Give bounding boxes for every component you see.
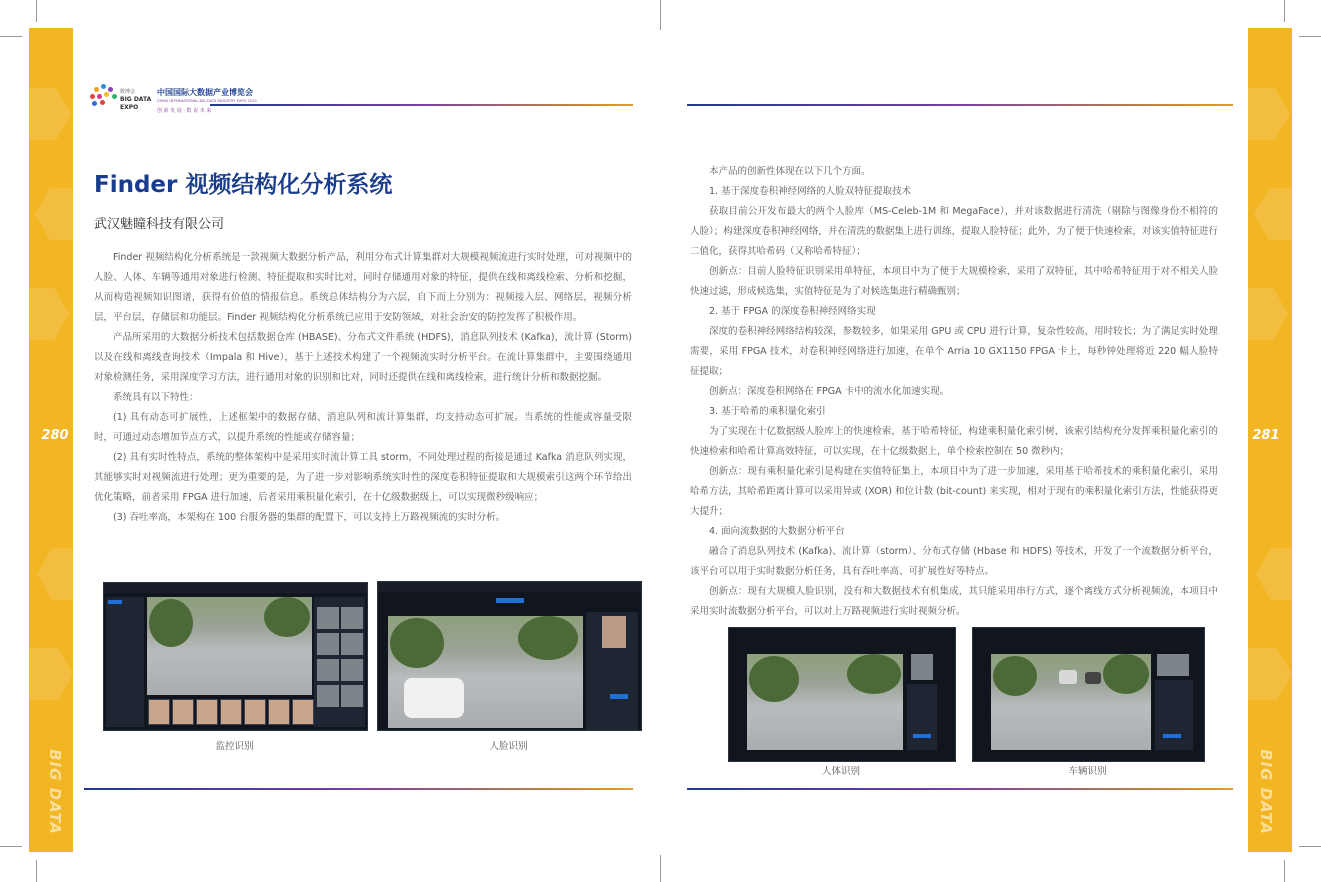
logo-slogan: 创 新 发 展 · 数 说 未 来 [157, 108, 212, 114]
paragraph: 创新点：目前人脸特征识别采用单特征，本项目中为了便于大规模检索，采用了双特征，其中哈希特征用于对不相关人脸快速过滤，形成候选集，实值特征是为了对候选集进行精确甄别； [690, 266, 1218, 297]
paragraph: Finder 视频结构化分析系统是一款视频大数据分析产品，利用分布式计算集群对大规模视频流进行实时处理，可对视频中的人脸、人体、车辆等通用对象进行检测、特征提取和实时比对，同时存储通用对象的特征，提供在线和离线检索、分析和挖掘，从而构造视频知识图谱，获得有价值的情报信息。系统总体结构分为六层，自下而上分别为：视频接入层、网络层，视频分析层，平台层，存储层和功能层。Finder 视频结构化分析系统已应用于安防领域，对社会治安的防控发挥了积极作用。 [94, 252, 632, 323]
logo-small-cn: 数博会 [120, 89, 136, 95]
logo-title-en: CHINA INTERNATIONAL BIG DATA INDUSTRY EXPO 2019 [157, 99, 257, 103]
paragraph: 深度的卷积神经网络结构较深，参数较多，如果采用 GPU 或 CPU 进行计算，复杂性较高，用时较长；为了满足实时处理需要，采用 FPGA 技术，对卷积神经网络进行加速，在单个 Arria 10 GX1150 FPGA 卡上，每秒钟处理将近 220 幅人脸特征提取； [690, 326, 1218, 377]
crop-mark [660, 855, 661, 882]
crop-mark [0, 846, 22, 847]
paragraph: 创新点：现有乘积量化索引是构建在实值特征集上，本项目中为了进一步加速，采用基于哈希技术的乘积量化索引，采用哈希方法，其哈希距离计算可以采用异或 (XOR) 和位计数 (bit-count) 来实现，相对于现有的乘积量化索引方法，性能获得更大提升； [690, 466, 1218, 517]
paragraph: (2) 具有实时性特点，系统的整体架构中是采用实时流计算工具 storm，不同处理过程的衔接是通过 Kafka 消息队列实现，其能够实时对视频流进行处理；更为重要的是，为了进一步对影响系统实时性的深度卷积特征提取和大规模索引这两个环节给出优化策略，前者采用 FPGA 进行加速，后者采用乘积量化索引，在十亿级数据级上，可以实现微秒级响应； [94, 452, 632, 503]
crop-mark [36, 860, 37, 882]
right-page-number: 281 [1252, 428, 1280, 443]
paragraph: 创新点：现有大规模人脸识别，没有和大数据技术有机集成，其只能采用串行方式，逐个离线方式分析视频流，本项目中采用实时流数据分析平台，可以对上万路视频进行实时视频分析。 [690, 586, 1218, 617]
article-title: Finder 视频结构化分析系统 [94, 172, 393, 198]
figure-caption: 监控识别 [215, 741, 254, 752]
crop-mark [1284, 0, 1285, 22]
paragraph: 本产品的创新性体现在以下几个方面。 [709, 166, 871, 177]
paragraph: 4. 面向流数据的大数据分析平台 [709, 526, 845, 537]
crop-mark [1299, 846, 1321, 847]
left-body-text [94, 248, 632, 528]
footer-rule-left [84, 788, 633, 790]
paragraph: 融合了消息队列技术 (Kafka)、流计算（storm）、分布式存储 (Hbase 和 HDFS) 等技术，开发了一个流数据分析平台，该平台可以用于实时数据分析任务，具有吞吐率高、可扩展性好等特点。 [690, 546, 1218, 577]
vehicle-recognition-screenshot [972, 627, 1205, 762]
paragraph: (3) 吞吐率高，本架构在 100 台服务器的集群的配置下，可以支持上万路视频流的实时分析。 [113, 512, 506, 523]
logo-title-cn: 中国国际大数据产业博览会 [157, 88, 253, 97]
paragraph: 3. 基于哈希的乘积量化索引 [709, 406, 826, 417]
crop-mark [36, 0, 37, 22]
left-band-text: BIG DATA [46, 749, 64, 835]
logo-big-data: BIG DATA [120, 96, 152, 103]
crop-mark [1299, 36, 1321, 37]
figure-caption: 人体识别 [821, 766, 860, 777]
paragraph: (1) 具有动态可扩展性，上述框架中的数据存储、消息队列和流计算集群，均支持动态可扩展。当系统的性能或容量受限时，可通过动态增加节点方式，以提升系统的性能或存储容量； [94, 412, 632, 443]
paragraph: 获取目前公开发布最大的两个人脸库（MS-Celeb-1M 和 MegaFace），并对该数据进行清洗（剔除与图像身份不相符的人脸）；构建深度卷积神经网络，并在清洗的数据集上进行训练，提取人脸特征；此外，为了便于快速检索，对该实值特征进行二值化，获得其哈希码（又称哈希特征）； [690, 206, 1218, 257]
crop-mark [660, 0, 661, 30]
figure-caption: 人脸识别 [489, 741, 528, 752]
crop-mark [0, 36, 22, 37]
right-body-text [690, 162, 1218, 622]
header-rule-left [210, 104, 633, 106]
footer-rule-right [687, 788, 1233, 790]
paragraph: 创新点：深度卷积网络在 FPGA 卡中的流水化加速实现。 [709, 386, 950, 397]
face-recognition-screenshot [377, 581, 642, 731]
right-band-text: BIG DATA [1257, 749, 1275, 835]
crop-mark [1284, 860, 1285, 882]
paragraph: 系统具有以下特性： [113, 392, 199, 403]
monitoring-screenshot [103, 582, 368, 731]
paragraph: 产品所采用的大数据分析技术包括数据仓库 (HBASE)、分布式文件系统 (HDFS)，消息队列技术 (Kafka)，流计算 (Storm) 以及在线和离线查询技术（Impala 和 Hive），基于上述技术构建了一个视频流实时分析平台。在流计算集群中，主要围绕通用对象检测任务，采用深度学习方法，进行通用对象的识别和比对，同时还提供在线和离线检索，进行统计分析和数据挖掘。 [94, 332, 632, 383]
company-name: 武汉魅瞳科技有限公司 [94, 217, 225, 232]
left-page-number: 280 [41, 428, 69, 443]
header-rule-right [687, 104, 1233, 106]
paragraph: 1. 基于深度卷积神经网络的人脸双特征提取技术 [709, 186, 912, 197]
figure-caption: 车辆识别 [1068, 766, 1107, 777]
body-recognition-screenshot [728, 627, 956, 762]
expo-logo-icon [88, 84, 118, 114]
paragraph: 为了实现在十亿数据级人脸库上的快速检索，基于哈希特征，构建乘积量化索引树，该索引结构充分发挥乘积量化索引的快速检索和哈希计算高效特征，可以实现，在十亿级数据上，单个检索控制在 50 微秒内； [690, 426, 1218, 457]
paragraph: 2. 基于 FPGA 的深度卷积神经网络实现 [709, 306, 876, 317]
logo-expo: EXPO [120, 104, 139, 111]
